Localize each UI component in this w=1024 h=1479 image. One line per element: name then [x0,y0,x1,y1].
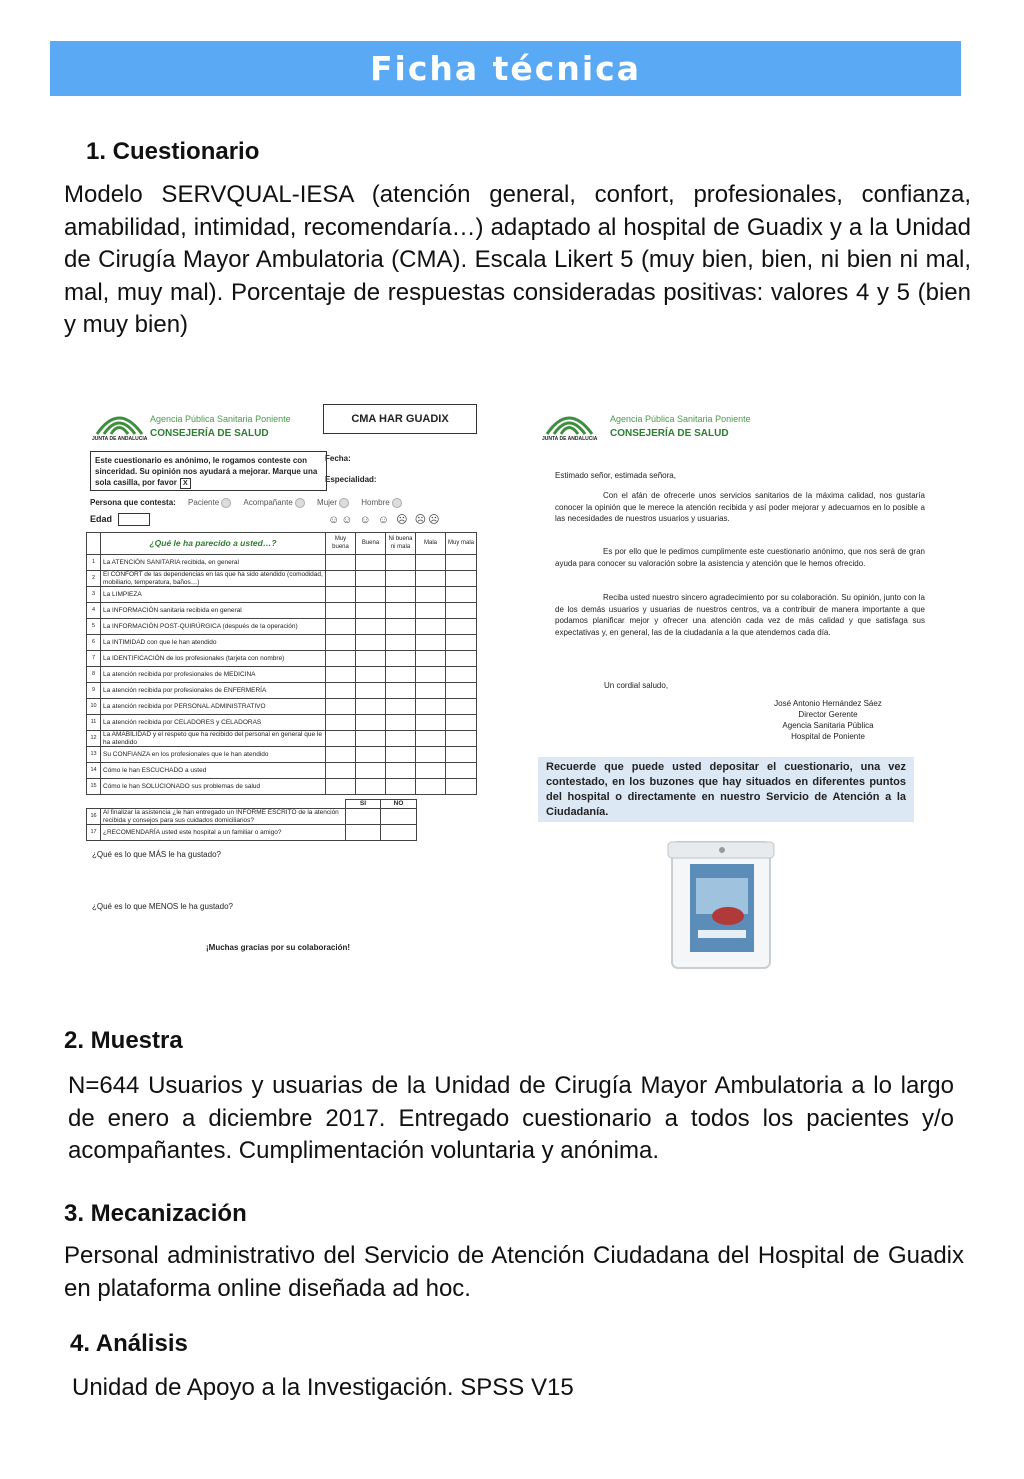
section-heading-analisis: 4. Análisis [70,1330,188,1357]
rating-cell [416,715,446,731]
rating-cell [386,747,416,763]
item-text: El CONFORT de las dependencias en las que ha sido atendido (comodidad, mobiliario, temperatura, baños…) [101,571,326,587]
junta-label: JUNTA DE ANDALUCIA [92,436,148,442]
rating-cell [356,619,386,635]
rating-cell [416,763,446,779]
item-text: La atención recibida por CELADORES y CELADORAS [101,715,326,731]
rating-cell [356,779,386,795]
rating-cell [356,763,386,779]
respondent-option: Mujer [317,498,338,508]
rating-cell [416,571,446,587]
rating-cell [326,635,356,651]
rating-cell [446,763,477,779]
rating-table [86,532,477,795]
rating-cell [356,587,386,603]
rating-cell [416,619,446,635]
table-row [87,715,477,731]
rating-cell [356,731,386,747]
rating-cell [446,779,477,795]
respondent-row [90,498,402,508]
item-text: La AMABILIDAD y el respeto que ha recibido del personal en general que le ha atendido [101,731,326,747]
respondent-option: Hombre [361,498,390,508]
junta-label: JUNTA DE ANDALUCIA [542,436,598,442]
yesno-table [86,799,417,841]
rating-cell [446,715,477,731]
form-title: CMA HAR GUADIX [323,404,477,434]
table-row [87,619,477,635]
question-menos: ¿Qué es lo que MENOS le ha gustado? [92,902,233,911]
title-banner [50,41,961,96]
item-number: 2 [87,571,101,587]
rating-cell [416,667,446,683]
letter-paragraph: Reciba usted nuestro sincero agradecimiento por su colaboración. Su opinión, junto con la de los demás usuarios y usuarias de nuestros centros, va a contribuir de manera importante a que podamos planificar mejor y ofrecer una atención cada vez de más calidad y que satisfaga sus expectativas y, en general, las de la ciudadanía a la que atendemos cada día. [555,593,925,637]
rating-cell [326,555,356,571]
table-row [87,779,477,795]
rating-cell [326,699,356,715]
table-row [87,699,477,715]
table-row [87,571,477,587]
rating-cell [356,651,386,667]
yesno-header: SI [346,800,381,809]
intro-text: Este cuestionario es anónimo, le rogamos conteste con sinceridad. Su opinión nos ayudará a mejorar. Marque una sola casilla, por favor [95,456,318,487]
respondent-option: Paciente [188,498,220,508]
junta-emblem-icon [542,406,597,438]
letter-greeting: Estimado señor, estimada señora, [555,471,676,480]
table-row [87,587,477,603]
radio-icon [392,498,402,508]
rating-cell [356,571,386,587]
item-number: 14 [87,763,101,779]
rating-cell [326,779,356,795]
radio-icon [295,498,305,508]
table-row [87,825,417,841]
letter-image [538,400,938,975]
rating-cell [386,667,416,683]
item-text: Al finalizar la asistencia ¿le han entregado un INFORME ESCRITO de la atención recibida y consejos para sus cuidados domiciliarios? [101,809,346,825]
agency-label: Agencia Pública Sanitaria Poniente [150,414,291,424]
item-text: La INFORMACIÓN sanitaria recibida en general [101,603,326,619]
scale-header: Ni buena ni mala [386,533,416,555]
item-number: 17 [87,825,101,841]
smiley-faces-icon: ☺☺ ☺ ☺ ☹ ☹☹ [328,514,442,526]
rating-cell [326,731,356,747]
section-body-mecanizacion: Personal administrativo del Servicio de Atención Ciudadana del Hospital de Guadix en plataforma online diseñada ad hoc. [64,1242,964,1302]
rating-cell [326,619,356,635]
table-row [87,731,477,747]
table-corner [87,533,101,555]
rating-cell [446,619,477,635]
rating-cell [446,651,477,667]
questionnaire-image [86,400,478,965]
table-row [87,603,477,619]
rating-cell [416,747,446,763]
consejeria-label: CONSEJERÍA DE SALUD [150,428,269,439]
rating-cell [356,667,386,683]
letter-closing: Un cordial saludo, [604,681,669,690]
rating-cell [416,683,446,699]
signer-role: Director Gerente [798,710,858,719]
rating-cell [446,555,477,571]
item-text: La atención recibida por profesionales de ENFERMERÍA [101,683,326,699]
yesno-header: NO [381,800,417,809]
item-number: 6 [87,635,101,651]
signer-name: José Antonio Hernández Sáez [774,699,882,708]
edad-row [90,513,150,526]
consejeria-label: CONSEJERÍA DE SALUD [610,428,729,439]
rating-cell [416,779,446,795]
table-row [87,667,477,683]
rating-cell [356,635,386,651]
item-text: La INTIMIDAD con que le han atendido [101,635,326,651]
rating-cell [326,683,356,699]
page-title: Ficha técnica [369,49,642,88]
letter-paragraph: Con el afán de ofrecerle unos servicios sanitarios de la máxima calidad, nos gustaría conocer la opinión que le merece la atención recibida y así poder mejorar y adecuarnos en lo posible a las necesidades de nuestros usuarios y usuarias. [555,491,925,523]
rating-cell [386,731,416,747]
rating-cell [386,683,416,699]
rating-cell [416,587,446,603]
rating-cell [386,635,416,651]
signer-hospital: Hospital de Poniente [791,732,865,741]
rating-cell [386,779,416,795]
table-row [87,651,477,667]
rating-cell [386,587,416,603]
intro-box [90,451,327,491]
yesno-cell [346,809,381,825]
table-corner [87,800,101,809]
section-body-analisis: Unidad de Apoyo a la Investigación. SPSS V15 [72,1374,574,1401]
rating-cell [386,571,416,587]
item-number: 15 [87,779,101,795]
mailbox-icon [666,838,778,974]
item-number: 13 [87,747,101,763]
scale-header: Muy mala [446,533,477,555]
item-text: La IDENTIFICACIÓN de los profesionales (tarjeta con nombre) [101,651,326,667]
especialidad-label: Especialidad: [325,475,377,484]
rating-cell [356,715,386,731]
rating-cell [386,699,416,715]
item-text: La INFORMACIÓN POST-QUIRÚRGICA (después de la operación) [101,619,326,635]
item-number: 12 [87,731,101,747]
rating-cell [326,587,356,603]
respondent-label: Persona que contesta: [90,498,176,508]
table-row [87,747,477,763]
rating-cell [446,587,477,603]
junta-emblem-icon [92,406,147,438]
table-question-header: ¿Qué le ha parecido a usted…? [101,533,326,555]
rating-cell [416,731,446,747]
thanks-text: ¡Muchas gracias por su colaboración! [206,943,351,952]
rating-cell [386,763,416,779]
section-heading-cuestionario: 1. Cuestionario [86,138,260,165]
item-number: 10 [87,699,101,715]
rating-cell [356,747,386,763]
item-number: 3 [87,587,101,603]
rating-cell [326,571,356,587]
rating-cell [446,731,477,747]
letter-signature [758,698,898,742]
rating-cell [446,635,477,651]
table-row [87,635,477,651]
scale-header: Muy buena [326,533,356,555]
item-number: 1 [87,555,101,571]
rating-cell [446,747,477,763]
fecha-label: Fecha: [325,454,351,463]
scale-header: Buena [356,533,386,555]
rating-cell [356,683,386,699]
table-row [87,809,417,825]
edad-box [118,513,150,526]
item-text: Cómo le han SOLUCIONADO sus problemas de salud [101,779,326,795]
rating-cell [416,651,446,667]
item-text: ¿RECOMENDARÍA usted este hospital a un familiar o amigo? [101,825,346,841]
rating-cell [326,651,356,667]
item-number: 11 [87,715,101,731]
rating-cell [356,555,386,571]
scale-header: Mala [416,533,446,555]
rating-cell [416,555,446,571]
item-text: La ATENCIÓN SANITARIA recibida, en general [101,555,326,571]
rating-cell [446,571,477,587]
rating-cell [416,603,446,619]
rating-cell [386,555,416,571]
rating-cell [386,619,416,635]
item-text: Cómo le han ESCUCHADO a usted [101,763,326,779]
item-number: 16 [87,809,101,825]
radio-icon [339,498,349,508]
rating-cell [446,667,477,683]
letter-paragraph: Es por ello que le pedimos cumplimente este cuestionario anónimo, que nos será de gran ayuda para conocer su valoración sobre la asistencia y atención que le hemos ofrecido. [555,547,925,568]
section-heading-muestra: 2. Muestra [64,1027,183,1054]
respondent-option: Acompañante [243,498,293,508]
rating-cell [356,699,386,715]
edad-label: Edad [90,513,113,524]
rating-cell [326,715,356,731]
item-text: La atención recibida por PERSONAL ADMINISTRATIVO [101,699,326,715]
table-row [87,555,477,571]
rating-cell [326,747,356,763]
item-number: 4 [87,603,101,619]
rating-cell [446,683,477,699]
table-row [87,763,477,779]
item-text: La atención recibida por profesionales de MEDICINA [101,667,326,683]
item-text: Su CONFIANZA en los profesionales que le han atendido [101,747,326,763]
rating-cell [386,651,416,667]
rating-cell [386,715,416,731]
signer-org: Agencia Sanitaria Pública [782,721,874,730]
agency-label: Agencia Pública Sanitaria Poniente [610,414,751,424]
rating-cell [326,763,356,779]
item-number: 7 [87,651,101,667]
rating-cell [416,699,446,715]
item-text: La LIMPIEZA [101,587,326,603]
intro-mark: X [180,478,191,489]
yesno-cell [381,825,417,841]
section-body-muestra: N=644 Usuarios y usuarias de la Unidad de Cirugía Mayor Ambulatoria a lo largo de enero a diciembre 2017. Entregado cuestionario a todos los pacientes y/o acompañantes. Cumplimentación voluntaria y anónima. [68,1072,954,1164]
rating-cell [446,603,477,619]
yesno-cell [381,809,417,825]
reminder-box: Recuerde que puede usted depositar el cuestionario, una vez contestado, en los buzones que hay situados en diferentes puntos del hospital o directamente en nuestro Servicio de Atención a la Ciudadanía. [538,757,914,822]
item-number: 9 [87,683,101,699]
rating-cell [326,603,356,619]
table-corner [101,800,346,809]
rating-cell [356,603,386,619]
item-number: 5 [87,619,101,635]
yesno-cell [346,825,381,841]
rating-cell [386,603,416,619]
section-heading-mecanizacion: 3. Mecanización [64,1200,247,1227]
item-number: 8 [87,667,101,683]
table-row [87,683,477,699]
rating-cell [446,699,477,715]
question-mas: ¿Qué es lo que MÁS le ha gustado? [92,850,221,859]
rating-cell [416,635,446,651]
rating-cell [326,667,356,683]
section-body-cuestionario: Modelo SERVQUAL-IESA (atención general, confort, profesionales, confianza, amabilidad, intimidad, recomendaría…) adaptado al hospital de Guadix y a la Unidad de Cirugía Mayor Ambulatoria (CMA). Escala Likert 5 (muy bien, bien, ni bien ni mal, mal, muy mal). Porcentaje de respuestas consideradas positivas: valores 4 y 5 (bien y muy bien) [64,181,971,338]
radio-icon [221,498,231,508]
